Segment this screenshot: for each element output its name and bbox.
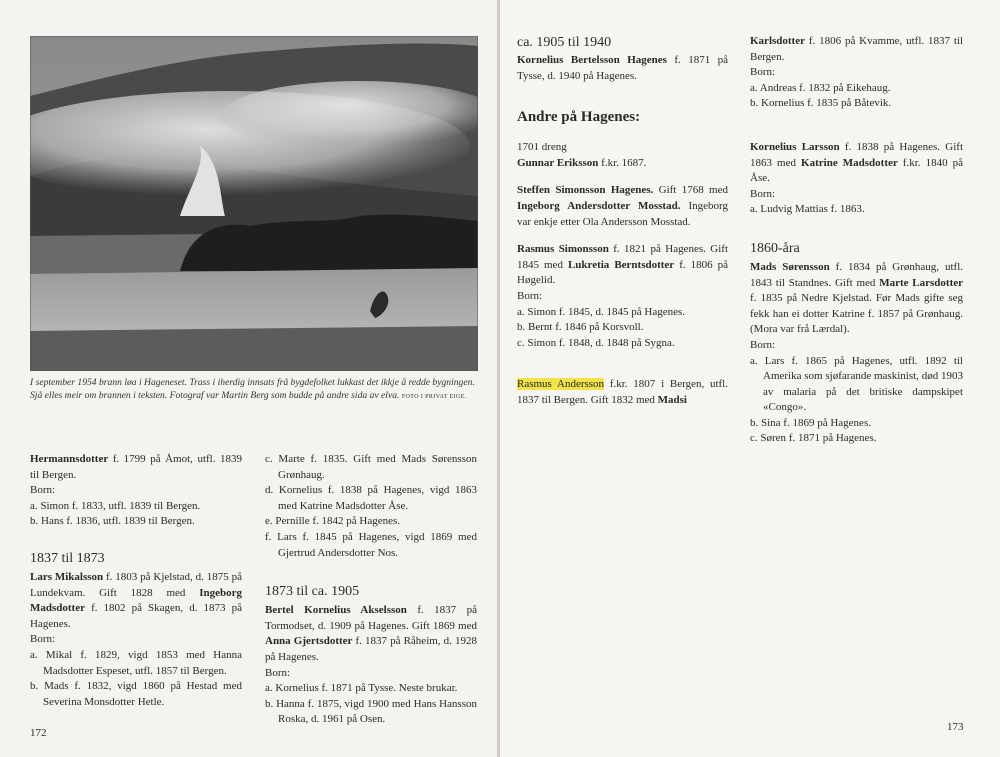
- entry-text: f. 1821 på Hagenes. Gift 1845 med: [517, 243, 728, 271]
- entry-text: f. 1835 på Nedre Kjelstad. Før Mads gifte seg fekk han ei dotter Katrine f. 1857 på Grønhaug. (Mora var frå Lærdal).: [750, 292, 963, 336]
- person-name: Mads Sørensson: [750, 260, 830, 273]
- person-name: Madsi: [657, 393, 687, 406]
- page-number-right: 173: [947, 721, 964, 733]
- child-item: a. Simon f. 1833, utfl. 1839 til Bergen.: [30, 499, 201, 512]
- child-item: a. Kornelius f. 1871 på Tysse. Neste brukar.: [265, 682, 458, 695]
- entry-text: f. 1806 på Kvamme, utfl. 1837 til Bergen.: [750, 35, 963, 63]
- left-page: [0, 0, 497, 757]
- child-item: f. Lars f. 1845 på Hagenes, vigd 1869 med Gjertrud Andersdotter Nos.: [265, 530, 477, 559]
- entry-gunnar: [517, 156, 728, 172]
- right-col-2: [750, 34, 963, 447]
- born-label: Born:: [265, 666, 291, 679]
- child-item: b. Hanna f. 1875, vigd 1900 med Hans Hansson Roska, d. 1961 på Osen.: [265, 697, 477, 726]
- person-name: Ingeborg Andersdotter Mosstad.: [517, 199, 681, 212]
- page-number-left: 172: [30, 727, 47, 739]
- person-name: Kornelius Larsson: [750, 140, 840, 153]
- person-name: Ingeborg Madsdotter: [30, 586, 242, 615]
- person-name: Katrine Madsdotter: [801, 156, 898, 169]
- born-label: Born:: [30, 633, 56, 646]
- entry-text: f. 1799 på Åmot, utfl. 1839 til Bergen.: [30, 453, 242, 481]
- photo-caption: [30, 377, 478, 404]
- entry-kornelius-bertelsson: [517, 53, 728, 84]
- child-item: a. Simon f. 1845, d. 1845 på Hagenes.: [517, 305, 686, 318]
- left-col-1: [30, 452, 242, 710]
- entry-mads-sorensson: [750, 260, 963, 338]
- person-name: Karlsdotter: [750, 35, 805, 47]
- born-label: Born:: [750, 187, 776, 200]
- entry-text: f. 1806 på Høgelid.: [517, 258, 728, 287]
- child-item: a. Lars f. 1865 på Hagenes, utfl. 1892 til Amerika som sjøfarande maskinist, død 1903 av malaria på det britiske dampskipet «Congo».: [750, 354, 963, 414]
- entry-lars-mikalsson: [30, 570, 242, 632]
- child-item: a. Andreas f. 1832 på Eikehaug.: [750, 81, 891, 94]
- right-page: [500, 0, 1000, 757]
- child-item: c. Søren f. 1871 på Hagenes.: [750, 432, 877, 445]
- child-item: c. Marte f. 1835. Gift med Mads Sørensson Grønhaug.: [265, 453, 477, 481]
- born-label: Born:: [750, 338, 776, 351]
- entry-rasmus-andersson: [517, 377, 728, 408]
- entry-text: f.kr. 1807 i Bergen, utfl. 1837 til Bergen. Gift 1832 med: [517, 378, 728, 406]
- child-item: b. Kornelius f. 1835 på Båtevik.: [750, 97, 892, 110]
- born-label: Born:: [517, 289, 543, 302]
- child-item: e. Pernille f. 1842 på Hagenes.: [265, 515, 401, 528]
- fire-photo: [30, 36, 478, 371]
- highlighted-name[interactable]: Rasmus Andersson: [517, 378, 605, 391]
- section-heading: 1860-åra: [750, 240, 800, 256]
- person-name: Steffen Simonsson Hagenes.: [517, 184, 654, 197]
- entry-text: Ingeborg var enkje etter Ola Andersson Mosstad.: [517, 199, 728, 228]
- child-item: a. Ludvig Mattias f. 1863.: [750, 203, 865, 216]
- entry-kornelius-larsson: [750, 140, 963, 187]
- caption-text: I september 1954 brann løa i Hageneset. Trass i iherdig innsats frå bygdefolket lukkast det ikkje å redde bygningen. Sjå elles meir om brannen i teksten. Fotograf var Martin Berg som budde på andre sida av elva.: [30, 377, 475, 401]
- right-col-1: [517, 34, 728, 409]
- entry-text: f. 1834 på Grønhaug, utfl. 1843 til Standnes. Gift med: [750, 260, 964, 289]
- section-heading: 1837 til 1873: [30, 550, 105, 566]
- born-label: Born:: [750, 66, 776, 79]
- person-name: Marte Larsdotter: [879, 276, 964, 289]
- section-heading: ca. 1905 til 1940: [517, 35, 612, 50]
- entry-bertel: [265, 603, 477, 665]
- entry-text: f. 1837 på Råheim, d. 1928 på Hagenes.: [265, 635, 477, 663]
- entry-karlsdotter: [750, 34, 963, 65]
- entry-text: f. 1871 på Tysse, d. 1940 på Hagenes.: [517, 54, 729, 82]
- born-label: Born:: [30, 484, 56, 497]
- entry-text: f. 1837 på Tormodset, d. 1909 på Hagenes. Gift 1869 med: [265, 604, 477, 632]
- child-item: b. Bernt f. 1846 på Korsvoll.: [517, 321, 644, 334]
- child-item: b. Hans f. 1836, utfl. 1839 til Bergen.: [30, 515, 195, 528]
- person-name: Anna Gjertsdotter: [265, 635, 353, 648]
- caption-credit: FOTO I PRIVAT EIGE.: [401, 393, 467, 400]
- entry-text: Gift 1768 med: [653, 184, 728, 197]
- entry-hermannsdotter: [30, 452, 242, 483]
- entry-text: f.kr. 1687.: [598, 156, 647, 169]
- left-col-2: [265, 452, 477, 728]
- person-name: Rasmus Simonsson: [517, 243, 609, 256]
- child-item: b. Sina f. 1869 på Hagenes.: [750, 416, 871, 429]
- section-heading: 1873 til ca. 1905: [265, 584, 360, 600]
- entry-text: f. 1802 på Skagen, d. 1873 på Hagenes.: [30, 602, 242, 630]
- person-name: Kornelius Bertelsson Hagenes: [517, 54, 667, 66]
- entry-text: f. 1803 på Kjelstad, d. 1875 på Lundekvam. Gift 1828 med: [30, 570, 242, 599]
- entry-text: f. 1838 på Hagenes. Gift 1863 med: [750, 140, 963, 169]
- person-name: Hermannsdotter: [30, 453, 109, 465]
- section-heading: Andre på Hagenes:: [517, 109, 641, 126]
- entry-text: f.kr. 1840 på Åse.: [750, 156, 963, 185]
- person-name: Bertel Kornelius Akselsson: [265, 604, 407, 617]
- child-item: b. Mads f. 1832, vigd 1860 på Hestad med Severina Monsdotter Hetle.: [30, 680, 242, 708]
- entry-text: 1701 dreng: [517, 141, 567, 154]
- person-name: Lukretia Berntsdotter: [567, 258, 675, 271]
- child-item: a. Mikal f. 1829, vigd 1853 med Hanna Madsdotter Espeset, utfl. 1857 til Bergen.: [30, 648, 242, 677]
- child-item: d. Kornelius f. 1838 på Hagenes, vigd 1863 med Katrine Madsdotter Åse.: [265, 484, 477, 512]
- child-item: c. Simon f. 1848, d. 1848 på Sygna.: [517, 336, 675, 349]
- person-name: Gunnar Eriksson: [517, 156, 599, 169]
- entry-rasmus-simonsson: [517, 242, 728, 289]
- entry-steffen: [517, 183, 728, 230]
- person-name: Lars Mikalsson: [30, 570, 104, 583]
